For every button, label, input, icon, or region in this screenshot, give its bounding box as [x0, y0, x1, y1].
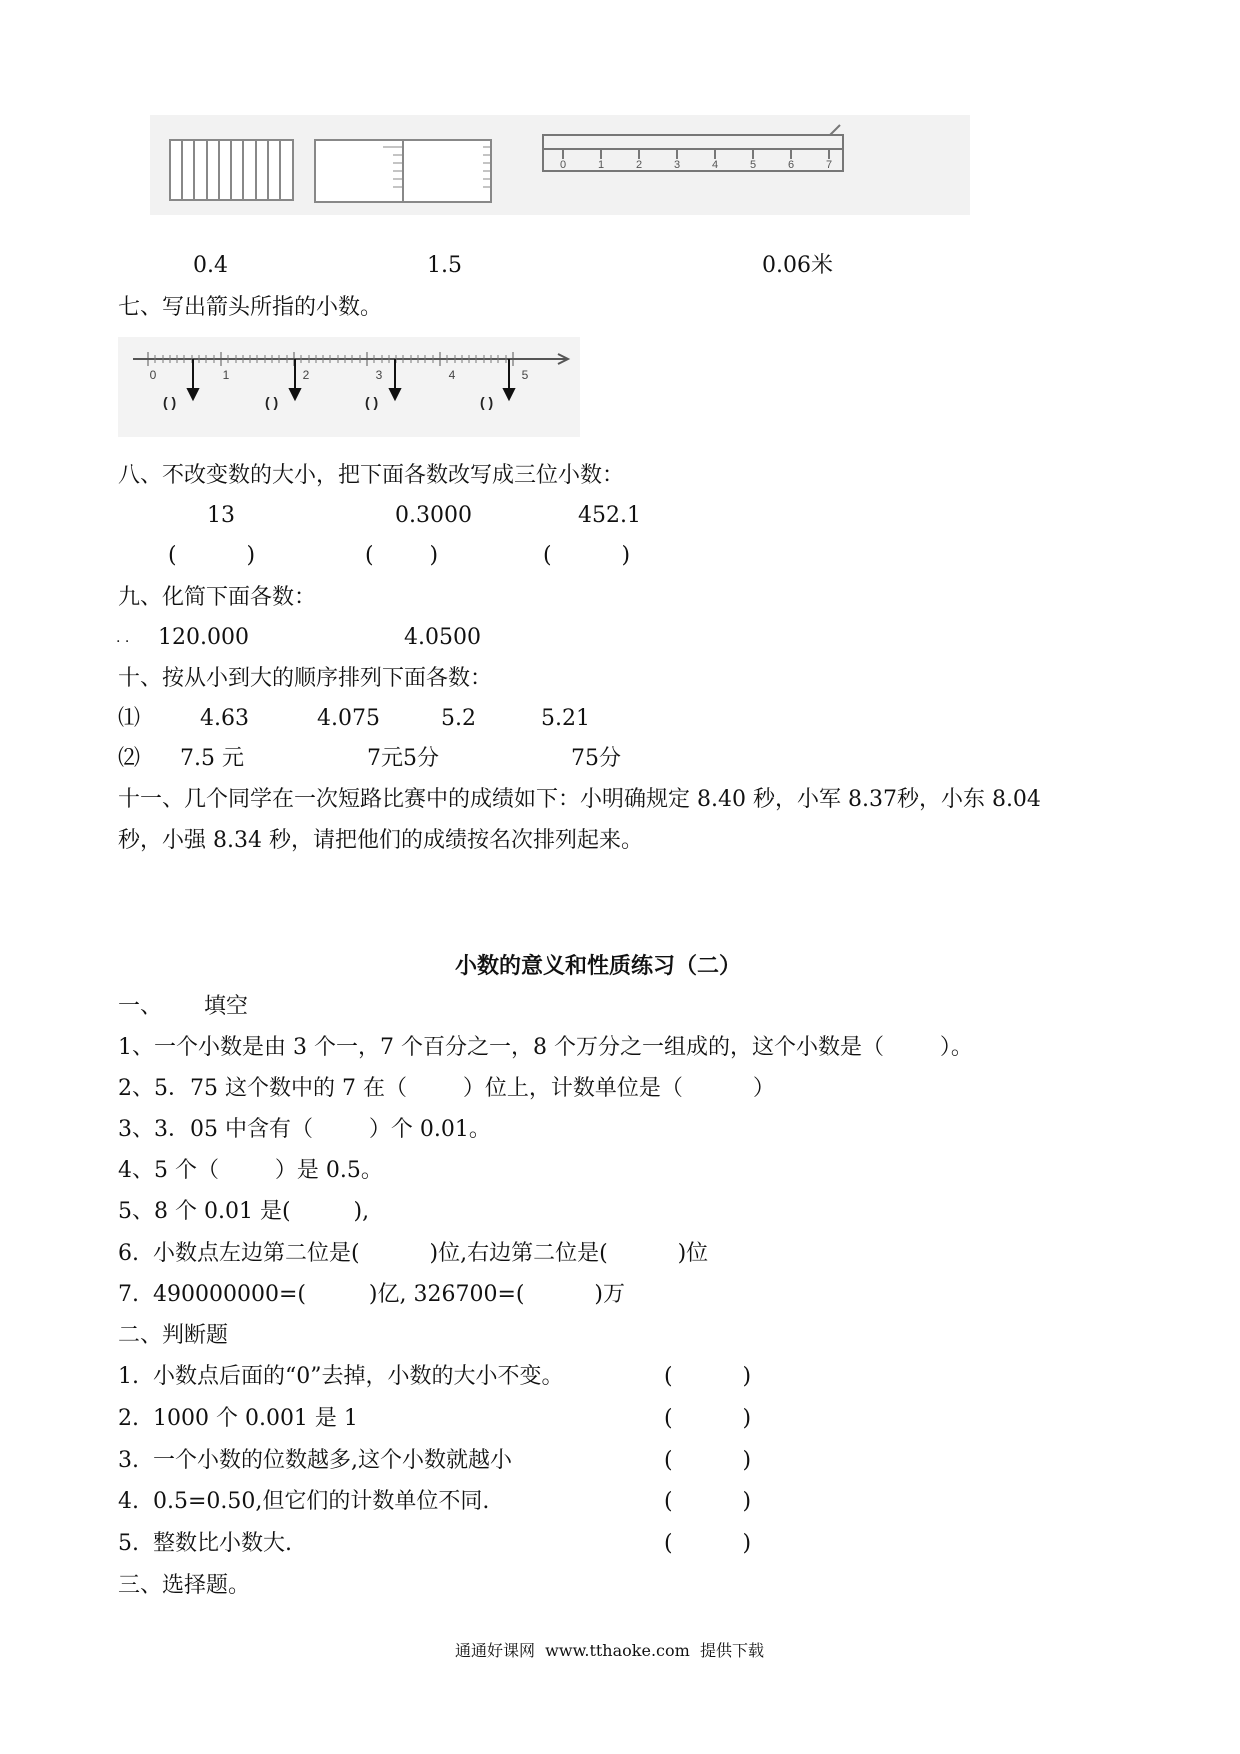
fill-item-5: 5、8 个 0.01 是( ),: [118, 1199, 370, 1224]
ruler-tick-6: 6: [787, 159, 795, 171]
judge-item-2: 2. 1000 个 0.001 是 1: [118, 1406, 358, 1431]
fill-item-4: 4、5 个（ ）是 0.5。: [118, 1158, 383, 1183]
numline-tick-0: 0: [149, 368, 157, 382]
judge-bracket-5: ( ): [664, 1531, 752, 1556]
numline-tick-5: 5: [521, 368, 529, 382]
numline-tick-1: 1: [222, 368, 230, 382]
value-label-3: 0.06米: [762, 253, 833, 278]
answer-bracket-1: ( ): [163, 394, 177, 410]
answer-bracket-3: ( ): [365, 394, 379, 410]
section7-title: 七、写出箭头所指的小数。: [118, 295, 383, 320]
value-label-2: 1.5: [427, 253, 462, 278]
section10-title: 十、按从小到大的顺序排列下面各数：: [118, 666, 493, 691]
judge-bracket-3: ( ): [664, 1448, 752, 1473]
ruler-tick-4: 4: [711, 159, 719, 171]
judge-item-5: 5. 整数比小数大.: [118, 1531, 292, 1556]
fill-item-7: 7. 490000000=( )亿, 326700=( )万: [118, 1282, 625, 1307]
ruler-tick-3: 3: [673, 159, 681, 171]
section9-number-2: 4.0500: [404, 625, 481, 650]
numline-tick-3: 3: [375, 368, 383, 382]
section9-number-1: 120.000: [158, 625, 249, 650]
ruler-tick-0: 0: [559, 159, 567, 171]
section8-title: 八、不改变数的大小，把下面各数改写成三位小数：: [118, 463, 625, 488]
section10-row2-value-3: 75分: [571, 746, 621, 771]
numline-tick-4: 4: [448, 368, 456, 382]
section8-number-3: 452.1: [578, 503, 641, 528]
judge-bracket-2: ( ): [664, 1406, 752, 1431]
section10-row1-value-4: 5.21: [541, 706, 590, 731]
judge-item-3: 3. 一个小数的位数越多,这个小数就越小: [118, 1448, 512, 1473]
judge-item-4: 4. 0.5=0.50,但它们的计数单位不同.: [118, 1489, 490, 1514]
value-label-1: 0.4: [193, 253, 228, 278]
fill-item-1: 1、一个小数是由 3 个一，7 个百分之一，8 个万分之一组成的，这个小数是（ ）。: [118, 1035, 973, 1060]
figures-row: [150, 115, 1240, 225]
answer-bracket-2: ( ): [265, 394, 279, 410]
section10-row2-value-2: 7元5分: [367, 746, 439, 771]
ruler-tick-7: 7: [825, 159, 833, 171]
judge-bracket-1: ( ): [664, 1364, 752, 1389]
section10-row1-value-2: 4.075: [317, 706, 380, 731]
section11-line-1: 十一、几个同学在一次短路比赛中的成绩如下：小明确规定 8.40 秒，小军 8.37秒，小东 8.04: [118, 787, 1041, 812]
ruler-tick-1: 1: [597, 159, 605, 171]
choice-header: 三、选择题。: [118, 1573, 251, 1598]
section8-bracket-2: ( ): [365, 543, 439, 568]
section10-row1-value-1: 4.63: [200, 706, 249, 731]
section8-number-2: 0.3000: [395, 503, 472, 528]
fill-item-2: 2、5．75 这个数中的 7 在（ ）位上，计数单位是（ ）: [118, 1076, 775, 1101]
section8-bracket-3: ( ): [543, 543, 631, 568]
answer-bracket-4: ( ): [480, 394, 494, 410]
two-squares-figure: [315, 140, 491, 202]
judge-item-1: 1. 小数点后面的“0”去掉，小数的大小不变。: [118, 1364, 564, 1389]
section10-row1-value-3: 5.2: [441, 706, 476, 731]
number-line-figure: [118, 337, 588, 437]
fill-header: 一、 填空: [118, 994, 248, 1019]
section8-bracket-1: ( ): [168, 543, 256, 568]
section9-marker: . .: [116, 630, 130, 646]
section9-title: 九、化简下面各数：: [118, 585, 317, 610]
section10-row2-label: ⑵: [118, 746, 141, 771]
fill-item-3: 3、3．05 中含有（ ）个 0.01。: [118, 1117, 491, 1142]
judge-bracket-4: ( ): [664, 1489, 752, 1514]
section8-number-1: 13: [207, 503, 235, 528]
striped-square-figure: [170, 140, 293, 200]
judge-header: 二、判断题: [118, 1323, 229, 1348]
section10-row2-value-1: 7.5 元: [180, 746, 244, 771]
footer-text: 通通好课网 www.tthaoke.com 提供下载: [455, 1641, 764, 1660]
part2-title: 小数的意义和性质练习（二）: [455, 953, 742, 979]
fill-item-6: 6. 小数点左边第二位是( )位,右边第二位是( )位: [118, 1241, 709, 1266]
numline-tick-2: 2: [302, 368, 310, 382]
section11-line-2: 秒，小强 8.34 秒，请把他们的成绩按名次排列起来。: [118, 828, 643, 853]
ruler-tick-5: 5: [749, 159, 757, 171]
section10-row1-label: ⑴: [118, 706, 141, 731]
ruler-tick-2: 2: [635, 159, 643, 171]
